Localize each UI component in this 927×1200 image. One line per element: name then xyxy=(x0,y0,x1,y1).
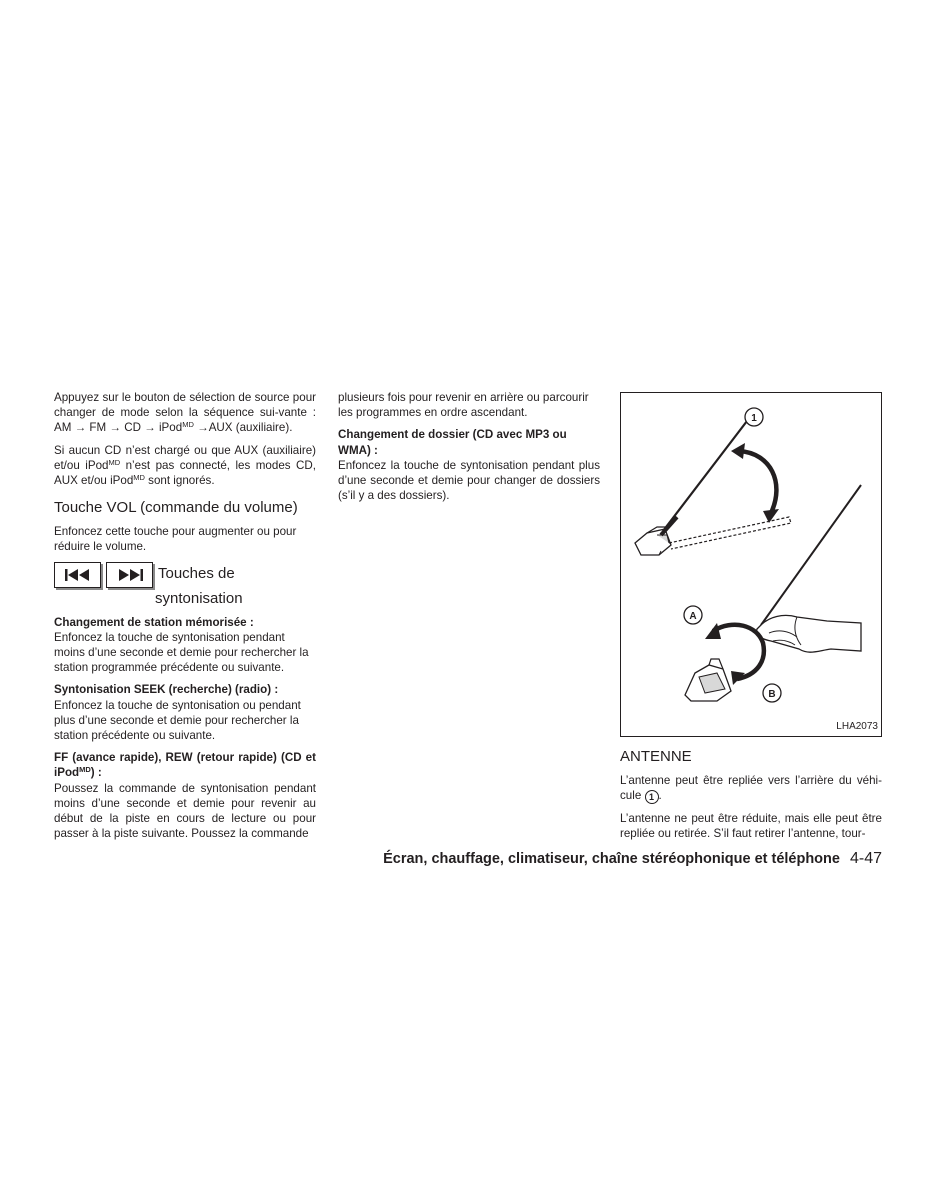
heading-seek: Syntonisation SEEK (recherche) (radio) : xyxy=(54,683,279,697)
tuning-keys-row xyxy=(54,562,316,588)
paragraph-continued: plusieurs fois pour revenir en arrière ou parcourir les programmes en ordre ascendant. xyxy=(338,391,589,420)
heading-tuning-keys: Touches de xyxy=(158,564,235,582)
heading-ff-rew: FF (avance rapide), REW (retour rapide) (CD et iPod$^{MD}$) : xyxy=(54,751,316,780)
page-footer xyxy=(54,850,882,868)
heading-folder-change: Changement de dossier (CD avec MP3 ou WMA) : xyxy=(338,428,567,457)
skip-forward-icon xyxy=(116,569,144,581)
heading-vol: Touche VOL (commande du volume) xyxy=(54,499,298,517)
paragraph-vol: Enfoncez cette touche pour augmenter ou pour réduire le volume. xyxy=(54,525,297,554)
page-number: 4-47 xyxy=(849,850,882,867)
antenna-illustration xyxy=(621,393,881,736)
paragraph-folder-change: Enfoncez la touche de syntonisation pendant plus d’une seconde et demie pour changer de dossiers (s’il y a des dossiers). xyxy=(338,458,600,503)
paragraph-seek: Enfoncez la touche de syntonisation ou pendant plus d’une seconde et demie pour rechercher la station précédente ou suivante. xyxy=(54,698,301,743)
heading-tuning-keys-line2: syntonisation xyxy=(155,589,243,607)
right-column xyxy=(620,390,882,849)
skip-back-icon xyxy=(64,569,92,581)
figure-code: LHA2073 xyxy=(836,720,878,732)
paragraph-preset-station: Enfoncez la touche de syntonisation pendant moins d’une seconde et demie pour rechercher la station programmée précédente ou suivante. xyxy=(54,630,309,675)
figure-label-a: A xyxy=(689,611,697,622)
paragraph-antenne-fold: L’antenne peut être repliée vers l’arrière du véhi-cule 1 . xyxy=(620,774,882,803)
middle-column xyxy=(338,390,600,510)
next-track-key xyxy=(106,562,153,588)
paragraph-antenne-remove: L’antenne ne peut être réduite, mais elle peut être repliée ou retirée. S’il faut retirer l’antenne, tour- xyxy=(620,812,882,841)
footer-title: Écran, chauffage, climatiseur, chaîne stéréophonique et téléphone xyxy=(383,851,840,867)
paragraph-ff-rew: Poussez la commande de syntonisation pendant moins d’une seconde et demie pour revenir au début de la piste en cours de lecture ou pour passer à la piste suivante. Poussez la commande xyxy=(54,781,316,841)
callout-1-icon: 1 xyxy=(645,790,659,804)
figure-label-b: B xyxy=(768,689,776,700)
left-column xyxy=(54,390,316,848)
paragraph-source-sequence: Appuyez sur le bouton de sélection de source pour changer de mode selon la séquence sui-vante : AM → FM → CD → iPod$^{MD}$ →AUX (auxiliaire). xyxy=(54,391,316,435)
figure-label-1: 1 xyxy=(751,413,757,424)
antenna-figure xyxy=(620,392,882,737)
previous-track-key xyxy=(54,562,101,588)
heading-antenne: ANTENNE xyxy=(620,748,692,765)
paragraph-ignored-modes: Si aucun CD n’est chargé ou que AUX (auxiliaire) et/ou iPod$^{MD}$ n’est pas connecté, les modes CD, AUX et/ou iPod$^{MD}$ sont ignorés. xyxy=(54,443,316,488)
heading-preset-station: Changement de station mémorisée : xyxy=(54,615,254,629)
